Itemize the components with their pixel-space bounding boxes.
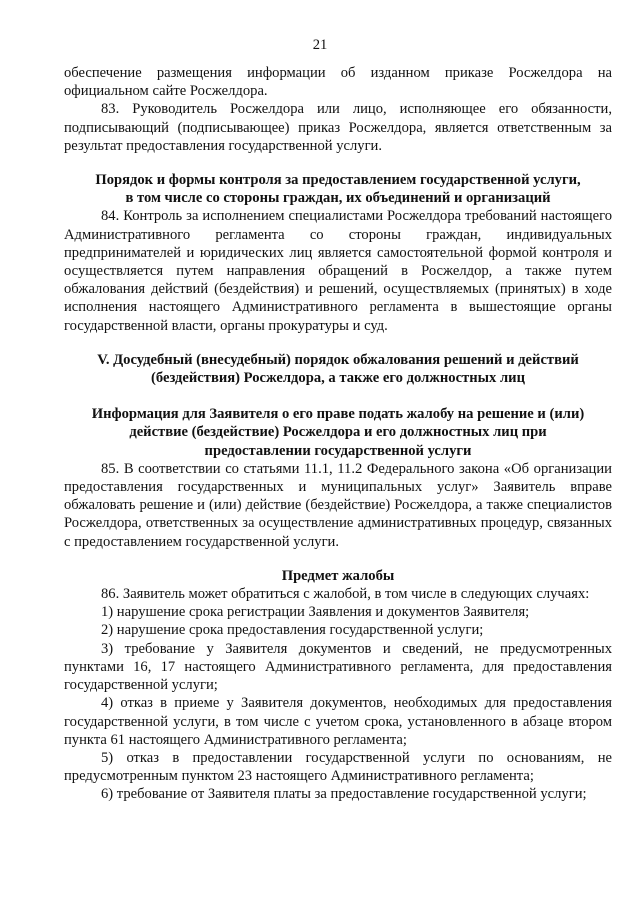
- paragraph-84: 84. Контроль за исполнением специалистами Росжелдора требований настоящего Административного регламента со стороны граждан, индивидуальных предпринимателей и юридических лиц является самостоятельной формой контроля и осуществляется путем направления обращений в Росжелдор, а также путем обжалования действий (бездействия) и решений, осуществляемых (принятых) в ходе исполнения настоящего Административного регламента в вышестоящие органы государственной власти, органы прокуратуры и суд.: [64, 208, 612, 334]
- heading-complaint-subject: Предмет жалобы: [281, 567, 395, 584]
- list-item-1: 1) нарушение срока регистрации Заявления и документов Заявителя;: [101, 604, 530, 621]
- heading-control-line-2: в том числе со стороны граждан, их объединений и организаций: [125, 190, 551, 207]
- paragraph-86: 86. Заявитель может обратиться с жалобой, в том числе в следующих случаях:: [101, 586, 590, 603]
- heading-section-v-line-1: V. Досудебный (внесудебный) порядок обжалования решений и действий: [97, 351, 579, 368]
- list-item-6: 6) требование от Заявителя платы за предоставление государственной услуги;: [101, 786, 587, 803]
- list-item-4: 4) отказ в приеме у Заявителя документов, необходимых для предоставления государственной услуги, в том числе с учетом срока, установленного в абзаце втором пункта 61 настоящего Административного регламента;: [64, 695, 612, 748]
- list-item-5: 5) отказ в предоставлении государственной услуги по основаниям, не предусмотренным пунктом 23 настоящего Административного регламента;: [64, 749, 612, 785]
- heading-control-line-1: Порядок и формы контроля за предоставлением государственной услуги,: [95, 172, 581, 189]
- document-body: [64, 64, 612, 804]
- list-item-2: 2) нарушение срока предоставления государственной услуги;: [101, 622, 484, 639]
- heading-section-v: [64, 351, 612, 387]
- list-item-3: 3) требование у Заявителя документов и сведений, не предусмотренных пунктами 16, 17 настоящего Административного регламента, для предоставления государственной услуги;: [64, 640, 612, 694]
- page-number: 21: [312, 37, 328, 53]
- heading-applicant-info-line-3: предоставлении государственной услуги: [204, 442, 472, 459]
- heading-applicant-info: [64, 405, 612, 460]
- paragraph-83: 83. Руководитель Росжелдора или лицо, исполняющее его обязанности, подписывающий (подписывающее) приказ Росжелдора, является ответственным за результат предоставления государственной услуги.: [64, 101, 612, 154]
- paragraph-continuation: обеспечение размещения информации об изданном приказе Росжелдора на официальном сайте Росжелдора.: [64, 65, 612, 100]
- heading-applicant-info-line-1: Информация для Заявителя о его праве подать жалобу на решение и (или): [91, 406, 585, 423]
- heading-applicant-info-line-2: действие (бездействие) Росжелдора и его должностных лиц при: [129, 424, 547, 441]
- heading-control: [64, 171, 612, 207]
- heading-section-v-line-2: (бездействия) Росжелдора, а также его должностных лиц: [151, 370, 525, 387]
- paragraph-85: 85. В соответствии со статьями 11.1, 11.2 Федерального закона «Об организации предоставления государственных и муниципальных услуг» Заявитель вправе обжаловать решение и (или) действие (бездействие) Росжелдора, а также специалистов Росжелдора, ответственных за осуществление административных процедур, связанных с предоставлением государственной услуги.: [64, 460, 612, 550]
